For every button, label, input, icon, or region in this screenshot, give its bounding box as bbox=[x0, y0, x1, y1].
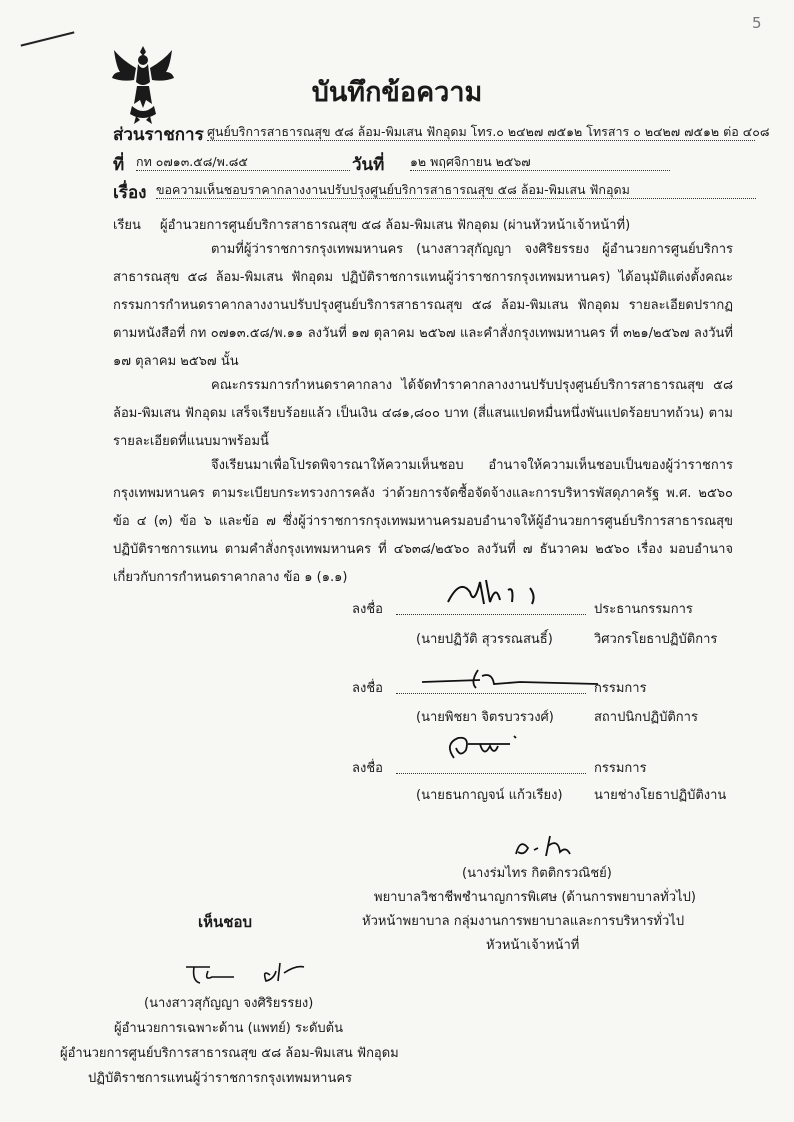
sign-label-3: ลงชื่อ bbox=[352, 761, 383, 776]
page-number: 5 bbox=[752, 14, 762, 32]
approver-name: (นางสาวสุกัญญา จงศิริยรรยง) bbox=[144, 996, 314, 1011]
body-paragraph-3: จึงเรียนมาเพื่อโปรดพิจารณาให้ความเห็นชอบ อำนาจให้ความเห็นชอบเป็นของผู้ว่าราชการกรุงเทพมหานคร ตามระเบียบกระทรวงการคลัง ว่าด้วยการจัดซื้อจัดจ้างและการบริหารพัสดุภาครัฐ พ.ศ. ๒๕๖๐ ข้อ ๔ (๓) ข้อ ๖ และข้อ ๗ ซึ่งผู้ว่าราชการกรุงเทพมหานครมอบอำนาจให้ผู้อำนวยการศูนย์บริการสาธารณสุขปฏิบัติราชการแทน ตามคำสั่งกรุงเทพมหานคร ที่ ๔๖๓๘/๒๕๖๐ ลงวันที่ ๗ ธันวาคม ๒๕๖๐ เรื่อง มอบอำนาจเกี่ยวกับการกำหนดราคากลาง ข้อ ๑ (๑.๑) bbox=[113, 458, 733, 585]
committee-role-1: ประธานกรรมการ bbox=[594, 602, 693, 617]
committee-role-2: กรรมการ bbox=[594, 681, 647, 696]
signature-icon bbox=[420, 662, 600, 692]
head-officer-position-1: พยาบาลวิชาชีพชำนาญการพิเศษ (ด้านการพยาบาลทั่วไป) bbox=[374, 890, 696, 905]
memo-title: บันทึกข้อความ bbox=[311, 77, 483, 108]
head-officer-position-3: หัวหน้าเจ้าหน้าที่ bbox=[486, 938, 580, 953]
approver-position-2: ผู้อำนวยการศูนย์บริการสาธารณสุข ๕๘ ล้อม-พิมเสน ฟักอุดม bbox=[60, 1046, 399, 1061]
signature-icon bbox=[180, 955, 320, 989]
committee-name-3: (นายธนกาญจน์ แก้วเรียง) bbox=[416, 788, 563, 803]
signature-icon bbox=[440, 572, 560, 616]
head-officer-name: (นางร่มไทร กิตติกรวณิชย์) bbox=[462, 866, 612, 881]
ref-value: กท ๐๗๑๓.๕๘/พ.๘๕ bbox=[136, 154, 350, 171]
committee-position-1: วิศวกรโยธาปฏิบัติการ bbox=[594, 632, 718, 647]
committee-name-2: (นายพิชยา จิตรบวรวงศ์) bbox=[416, 710, 554, 725]
approval-label: เห็นชอบ bbox=[198, 913, 252, 931]
date-label: วันที่ bbox=[352, 155, 385, 175]
approver-position-3: ปฏิบัติราชการแทนผู้ว่าราชการกรุงเทพมหานคร bbox=[88, 1071, 353, 1086]
ref-label: ที่ bbox=[113, 155, 125, 175]
agency-value: ศูนย์บริการสาธารณสุข ๕๘ ล้อม-พิมเสน ฟักอุดม โทร.๐ ๒๔๒๗ ๗๕๑๒ โทรสาร ๐ ๒๔๒๗ ๗๕๑๒ ต่อ ๔๐๘ bbox=[207, 124, 770, 139]
committee-name-1: (นายปฏิวัติ สุวรรณสนธิ์) bbox=[416, 632, 553, 647]
committee-role-3: กรรมการ bbox=[594, 761, 647, 776]
signature-icon bbox=[510, 828, 580, 864]
body-paragraph-1: ตามที่ผู้ว่าราชการกรุงเทพมหานคร (นางสาวสุกัญญา จงศิริยรรยง ผู้อำนวยการศูนย์บริการสาธารณสุข ๕๘ ล้อม-พิมเสน ฟักอุดม ปฏิบัติราชการแทนผู้ว่าราชการกรุงเทพมหานคร) ได้อนุมัติแต่งตั้งคณะกรรมการกำหนดราคากลางงานปรับปรุงศูนย์บริการสาธารณสุข ๕๘ ล้อม-พิมเสน ฟักอุดม รายละเอียดปรากฏตามหนังสือที่ กท ๐๗๑๓.๕๘/พ.๑๑ ลงวันที่ ๑๗ ตุลาคม ๒๕๖๗ และคำสั่งกรุงเทพมหานคร ที่ ๓๒๑/๒๕๖๗ ลงวันที่ ๑๗ ตุลาคม ๒๕๖๗ นั้น bbox=[113, 242, 733, 369]
signature-icon bbox=[440, 728, 530, 768]
committee-position-3: นายช่างโยธาปฏิบัติงาน bbox=[594, 788, 727, 803]
pen-mark bbox=[21, 31, 75, 46]
agency-label: ส่วนราชการ bbox=[113, 125, 204, 145]
salutation-label: เรียน bbox=[113, 218, 141, 233]
salutation-value: ผู้อำนวยการศูนย์บริการสาธารณสุข ๕๘ ล้อม-พิมเสน ฟักอุดม (ผ่านหัวหน้าเจ้าหน้าที่) bbox=[160, 218, 631, 233]
approver-position-1: ผู้อำนวยการเฉพาะด้าน (แพทย์) ระดับต้น bbox=[114, 1021, 343, 1036]
body-paragraph-2: คณะกรรมการกำหนดราคากลาง ได้จัดทำราคากลางงานปรับปรุงศูนย์บริการสาธารณสุข ๕๘ ล้อม-พิมเสน ฟักอุดม เสร็จเรียบร้อยแล้ว เป็นเงิน ๔๘๑,๘๐๐ บาท (สี่แสนแปดหมื่นหนึ่งพันแปดร้อยบาทถ้วน) ตามรายละเอียดที่แนบมาพร้อมนี้ bbox=[113, 378, 733, 449]
sign-label-2: ลงชื่อ bbox=[352, 681, 383, 696]
committee-position-2: สถาปนิกปฏิบัติการ bbox=[594, 710, 698, 725]
sign-label-1: ลงชื่อ bbox=[352, 602, 383, 617]
subject-value: ขอความเห็นชอบราคากลางงานปรับปรุงศูนย์บริการสาธารณสุข ๕๘ ล้อม-พิมเสน ฟักอุดม bbox=[156, 182, 756, 199]
head-officer-position-2: หัวหน้าพยาบาล กลุ่มงานการพยาบาลและการบริหารทั่วไป bbox=[362, 914, 685, 929]
subject-label: เรื่อง bbox=[113, 183, 147, 203]
date-value: ๑๒ พฤศจิกายน ๒๕๖๗ bbox=[410, 154, 670, 171]
